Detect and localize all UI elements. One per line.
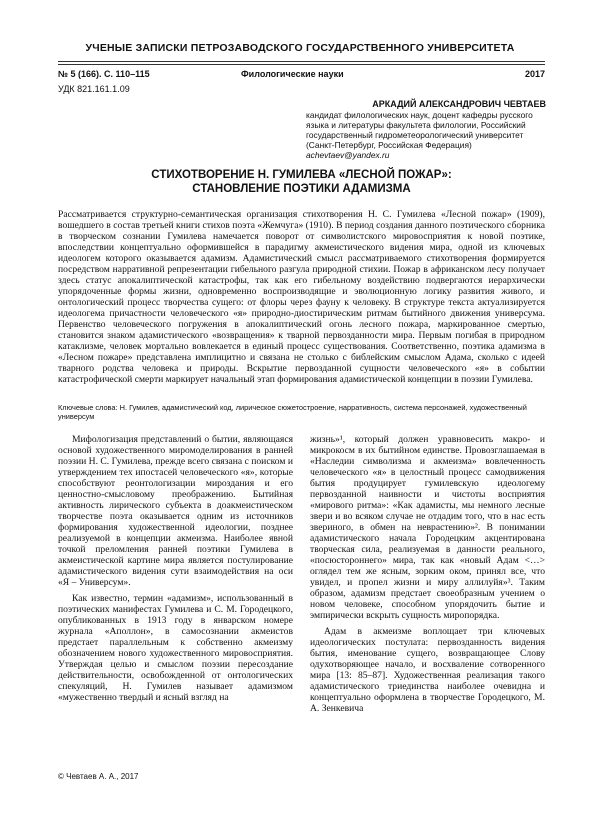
author-block	[306, 99, 546, 160]
copyright-notice: © Чевтаев А. А., 2017	[58, 772, 139, 781]
body-paragraph: жизнь»¹, который должен уравновесить макро- и микрокосм в их бытийном единстве. Провозглашаемая в «Наследии символизма и акмеизма» вовлеченность человеческого «я» в целостный процесс самодвижения бытия продуцирует гумилевскую идеологему первозданной наивности и чистоты восприятия «мирового ритма»: «Как адамисты, мы немного лесные звери и во всяком случае не отдадим того, что в нас есть звериного, в обмен на неврастению»². В понимании адамистического начала Городецким акцентирована творческая сила, реализуемая в данности реального, «посюстороннего» мира, так как «новый Адам <…> оглядел тем же ясным, зорким оком, принял все, что увидел, и пропел жизни и миру аллилуйя»³. Таким образом, адамизм предстает своеобразным учением о новом человеке, способном упорядочить бытие и эмпирически вскрыть сущность миропорядка.	[310, 434, 545, 621]
author-info-line: государственный гидрометеорологический университет	[306, 130, 524, 140]
journal-title: УЧЕНЫЕ ЗАПИСКИ ПЕТРОЗАВОДСКОГО ГОСУДАРСТВЕННОГО УНИВЕРСИТЕТА	[85, 42, 515, 54]
body-paragraph: Как известно, термин «адамизм», использованный в поэтических манифестах Гумилева и С. М. Городецкого, опубликованных в 1913 году в январском номере журнала «Аполлон», в самосознании акмеистов предстает параллельным к собственно акмеизму обозначением нового художественного мировосприятия. Утверждая целью и смыслом поэзии пересоздание действительности, освобожденной от онтологических спекуляций, Н. Гумилев называет адамизмом «мужественно твердый и ясный взгляд на	[58, 593, 293, 703]
keywords-label: Ключевые слова:	[58, 403, 118, 412]
body-column-left	[58, 434, 293, 703]
header-rule-bottom	[58, 64, 545, 65]
author-affiliation	[306, 110, 546, 160]
body-paragraph: Мифологизация представлений о бытии, являющаяся основой художественного миромоделирования в ранней поэзии Н. С. Гумилева, прежде всего связана с поиском и утверждением тех ипостасей человеческого «я», которые способствуют реонтологизации мироздания и его ценностно-смысловому преображению. Бытийная активность лирического субъекта в доакмеистическом творчестве поэта оказывается одним из источников формирования художественной идеологии, позднее реализуемой в концепции акмеизма. Наиболее явной точкой преломления ранней поэтики Гумилева в акмеистической картине мира является постулирование адамистического видения сути взаимодействия на оси «Я – Универсум».	[58, 434, 293, 588]
issue-number: № 5 (166). С. 110–115	[58, 69, 150, 79]
author-info-line: (Санкт-Петербург, Российская Федерация)	[306, 140, 472, 150]
author-info-line: языка и литературы факультета филологии, Российский	[306, 120, 526, 130]
author-name: АРКАДИЙ АЛЕКСАНДРОВИЧ ЧЕВТАЕВ	[372, 99, 546, 109]
author-info-line: кандидат филологических наук, доцент кафедры русского	[306, 110, 533, 120]
abstract: Рассматривается структурно-семантическая организация стихотворения Н. С. Гумилева «Лесной пожар» (1909), вошедшего в состав третьей книги стихов поэта «Жемчуга» (1910). В период создания данного поэтического сборника в творческом сознании Гумилева намечается поворот от символистского мировосприятия к новой поэтике, впоследствии концептуально оформившейся в парадигму акмеистического видения мира, одной из ключевых идеологем которого оказывается адамизм. Адамистический смысл рассматриваемого стихотворения формируется посредством нарративной репрезентации гибельного разгула природной стихии. Пожар в африканском лесу получает здесь статус апокалиптической катастрофы, так как его гибельному воздействию подвергаются иерархически упорядоченные формы жизни, одновременно воспроизводящие и эволюционную логику развития живого, и онтологический процесс творчества сущего: от флоры через фауну к человеку. В структуре текста актуализируется идеологема причастности человеческого «я» природно-диостирическим ритмам бытийного движения универсума. Первенство человеческого погружения в апокалиптический огонь лесного пожара, маркированное смертью, становится знаком адамистического «возвращения» к тварной первозданности мира. Первым погибая в природном катаклизме, человек мортально вовлекается в единый процесс существования. Соответственно, поэтика адамизма в «Лесном пожаре» представлена имплицитно и связана не столько с библейским смыслом Адама, сколько с идеей тварного родства человека и природы. Вскрытие первозданной сущности человеческого «я» в событии катастрофической смерти маркирует начальный этап формирования адамистической концепции в поэзии Гумилева.	[58, 209, 545, 385]
section-name: Филологические науки	[241, 69, 344, 79]
issue-meta	[58, 69, 545, 83]
keywords-text: Н. Гумилев, адамистический код, лирическое сюжетостроение, нарративность, система персонажей, художественный универсум	[58, 403, 527, 421]
body-paragraph: Адам в акмеизме воплощает три ключевых идеологических постулата: первозданность видения бытия, именование сущего, возвращающее Слову одухотворяющее начало, и восхваление сотворенного мира [13: 85–87]. Художественная реализация такого адамистического триединства наиболее очевидна и концептуально оформлена в творчестве Городецкого, М. А. Зенкевича	[310, 626, 545, 714]
article-title-line1: СТИХОТВОРЕНИЕ Н. ГУМИЛЕВА «ЛЕСНОЙ ПОЖАР»:	[151, 169, 452, 181]
author-email[interactable]: achevtaev@yandex.ru	[306, 150, 390, 160]
body-column-right	[310, 434, 545, 714]
header-rule-top	[58, 61, 545, 62]
article-title	[58, 168, 545, 196]
keywords	[58, 403, 545, 421]
udk-code: УДК 821.161.1.09	[58, 84, 130, 94]
issue-year: 2017	[524, 69, 545, 79]
article-title-line2: СТАНОВЛЕНИЕ ПОЭТИКИ АДАМИЗМА	[192, 183, 411, 195]
